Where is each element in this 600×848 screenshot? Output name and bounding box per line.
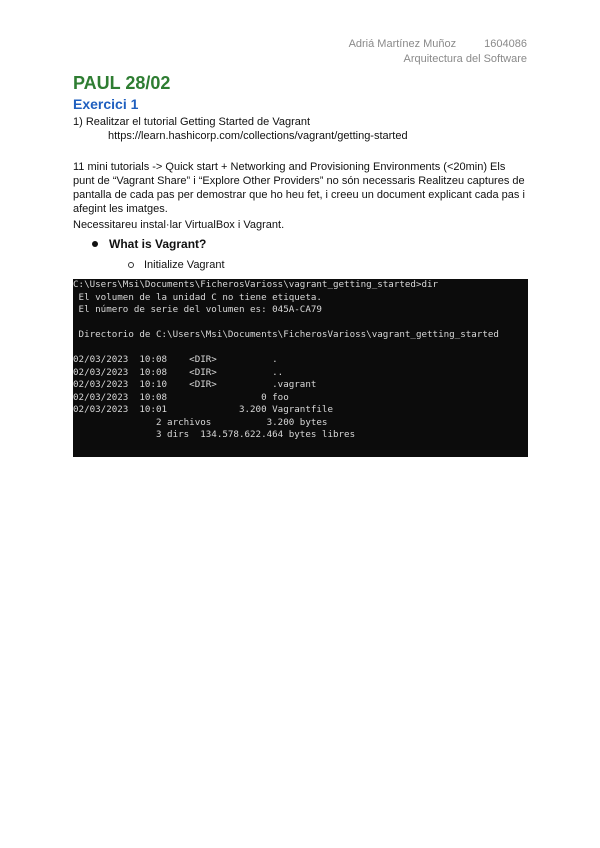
course-name: Arquitectura del Software	[403, 53, 527, 65]
list-item-label: What is Vagrant?	[109, 237, 207, 251]
document-title: PAUL 28/02	[73, 73, 171, 93]
terminal-screenshot	[73, 279, 528, 457]
terminal-line	[73, 317, 528, 330]
section-heading: Exercici 1	[73, 96, 139, 112]
author-name: Adriá Martínez Muñoz	[348, 38, 457, 50]
terminal-line: 02/03/2023 10:08 <DIR> ..	[73, 366, 284, 378]
sub-list-item-label: Initialize Vagrant	[144, 259, 225, 271]
terminal-line: El número de serie del volumen es: 045A-CA79	[73, 304, 322, 315]
bullet-icon	[92, 241, 98, 247]
terminal-line: El volumen de la unidad C no tiene etiqueta.	[73, 291, 322, 303]
terminal-line: Directorio de C:\Users\Msi\Documents\FicherosVarioss\vagrant_getting_started	[73, 329, 499, 340]
description-paragraph: 11 mini tutorials -> Quick start + Networking and Provisioning Environments (<20min) Els punt de “Vagrant Share” i “Explore Other Providers” no són necessaris Realitzeu captures de pantalla de cada pas per demostrar que ho heu fet, i creeu un document explicant cada pas i afegint les imatges.	[73, 161, 525, 215]
terminal-line: 2 archivos 3.200 bytes	[73, 416, 328, 428]
terminal-line: 02/03/2023 10:01 3.200 Vagrantfile	[73, 404, 333, 415]
terminal-line: 3 dirs 134.578.622.464 bytes libres	[73, 429, 356, 440]
terminal-line: 02/03/2023 10:08 <DIR> .	[73, 354, 278, 365]
tutorial-link[interactable]: https://learn.hashicorp.com/collections/vagrant/getting-started	[108, 130, 408, 142]
circle-bullet-icon	[128, 262, 134, 268]
page-header	[349, 37, 527, 67]
terminal-line	[73, 342, 528, 355]
student-id: 1604086	[484, 38, 527, 50]
instruction-text: 1) Realitzar el tutorial Getting Started de Vagrant	[73, 116, 311, 128]
terminal-line: 02/03/2023 10:10 <DIR> .vagrant	[73, 379, 317, 390]
terminal-line: C:\Users\Msi\Documents\FicherosVarioss\vagrant_getting_started>dir	[73, 279, 439, 290]
requirements-text: Necessitareu instal·lar VirtualBox i Vagrant.	[73, 219, 285, 231]
terminal-line: 02/03/2023 10:08 0 foo	[73, 391, 289, 403]
list-item	[92, 237, 206, 251]
sub-list-item	[128, 259, 225, 271]
